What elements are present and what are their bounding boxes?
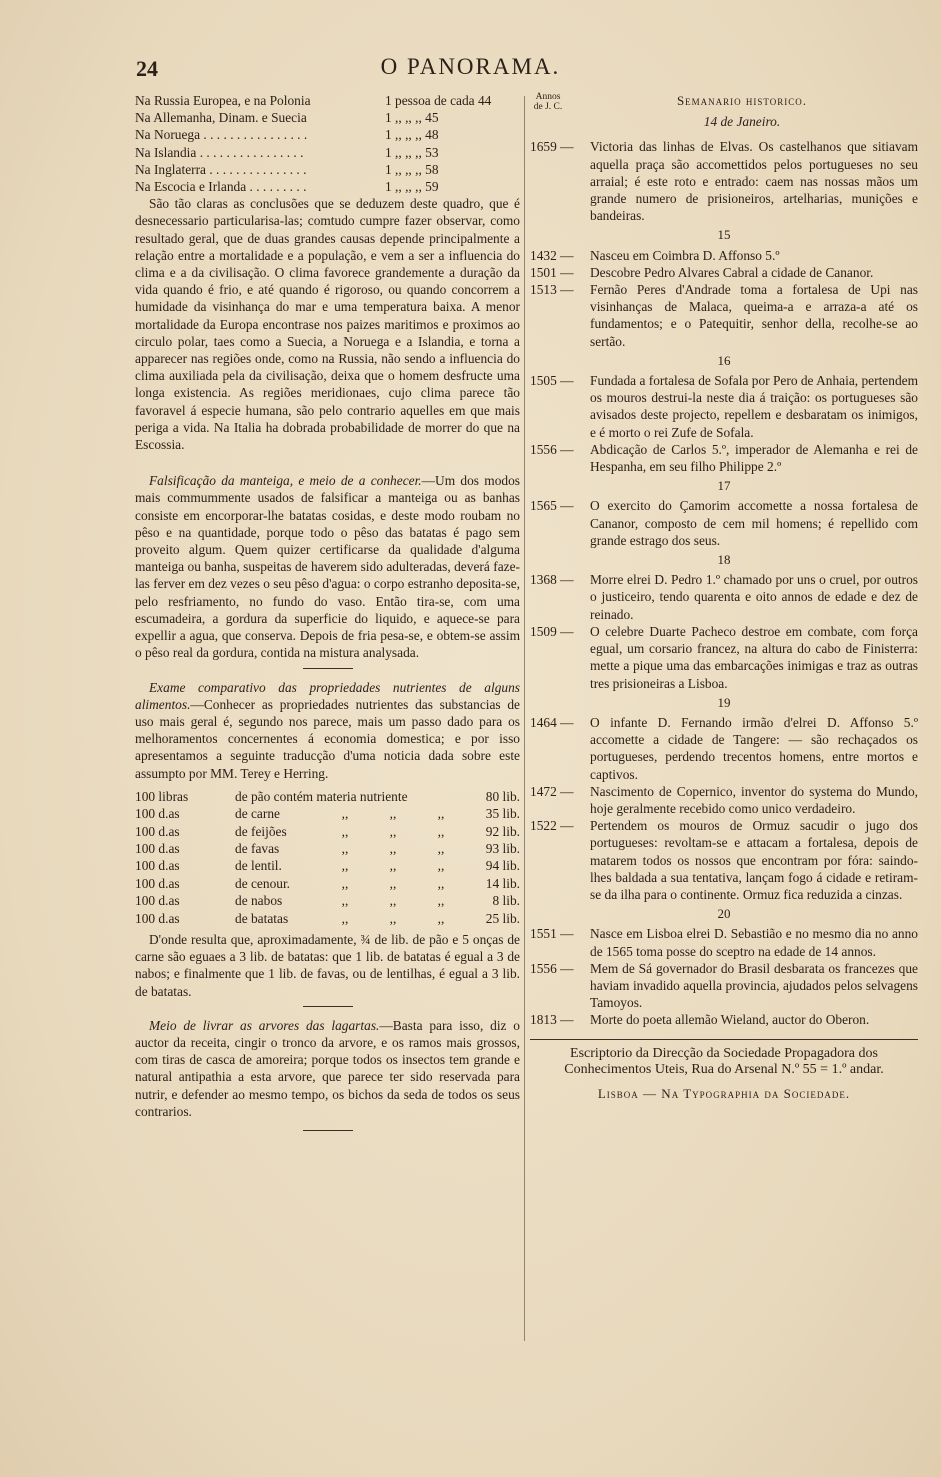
food: de cenour. <box>235 875 291 891</box>
nutrient-value: 8 lib. <box>492 893 520 909</box>
quantity: 100 d.as <box>135 823 180 839</box>
mortality-rate: 1 ,, ,, ,, 48 <box>385 127 439 143</box>
quantity: 100 d.as <box>135 893 180 909</box>
ditto-mark: ,, <box>389 858 397 874</box>
nutrition-row <box>135 857 520 874</box>
nutrient-value: 80 lib. <box>485 788 520 804</box>
semanario-header <box>530 92 918 130</box>
history-event <box>530 817 918 903</box>
semanario-date: 14 de Janeiro. <box>703 114 781 130</box>
mortality-rate: 1 pessoa de cada 44 <box>385 93 492 108</box>
nutrient-value: 94 lib. <box>485 858 520 874</box>
section-heading: Meio de livrar as arvores das lagartas. <box>149 1017 380 1033</box>
ditto-mark: ,, <box>341 840 349 856</box>
nutrition-row <box>135 875 520 892</box>
mortality-rate: 1 ,, ,, ,, 53 <box>385 144 439 160</box>
nutrient-value: 35 lib. <box>485 806 520 822</box>
right-column <box>530 92 918 1102</box>
mortality-rate: 1 ,, ,, ,, 59 <box>385 179 439 195</box>
event-year: 1505 — <box>530 373 574 389</box>
semanario-title: Semanario historico. <box>676 93 808 108</box>
mortality-row <box>135 109 520 126</box>
ditto-mark: ,, <box>389 875 397 891</box>
day-number: 16 <box>717 352 731 368</box>
day-number: 19 <box>717 694 731 710</box>
food: de pão contém materia nutriente <box>235 788 408 804</box>
column-divider <box>524 96 525 1341</box>
mortality-table <box>135 92 520 195</box>
history-event <box>530 1011 918 1028</box>
event-year: 1556 — <box>530 441 574 457</box>
nutrition-row <box>135 910 520 927</box>
nutrient-value: 25 lib. <box>485 910 520 926</box>
ditto-mark: ,, <box>389 840 397 856</box>
event-year: 1464 — <box>530 714 574 730</box>
ditto-mark: ,, <box>389 910 397 926</box>
quantity: 100 libras <box>135 788 189 804</box>
food: de batatas <box>235 910 289 926</box>
page-number: 24 <box>136 56 158 81</box>
years-label: Annos de J. C. <box>533 92 563 112</box>
event-text: Fundada a fortalesa de Sofala por Pero de Anhaia, pertendem os mouros destrui-la neste dia á traição: os portugueses são avisados deste projecto, repellem e desbaratam os inimigos, e é morto o rei Zufe de Sofala. <box>590 373 918 440</box>
nutrition-row <box>135 892 520 909</box>
food: de favas <box>235 840 280 856</box>
section-body: —Basta para isso, diz o auctor da receita, cingir o tronco da arvore, e os ramos mais grossos, com tiras de casca de amoreira; porque todos os insectos tem grande e natural antipathia a esta arvore, que parece ter sido reservada para nutrir, e defender ao mesmo tempo, os bichos da seda de todos os seus contrarios. <box>135 1017 520 1119</box>
running-title: O PANORAMA. <box>380 54 561 79</box>
day-number: 17 <box>717 478 731 494</box>
ditto-mark: ,, <box>389 806 397 822</box>
ditto-mark: ,, <box>341 893 349 909</box>
ditto-mark: ,, <box>341 875 349 891</box>
history-event <box>530 441 918 475</box>
section-rule <box>303 1130 353 1131</box>
ditto-mark: ,, <box>437 893 445 909</box>
event-text: Mem de Sá governador do Brasil desbarata os francezes que haviam invadido aquella provincia, ajudados pelos selvagens Tamoyos. <box>590 960 918 1011</box>
history-event <box>530 783 918 817</box>
country-name: Na Escocia e Irlanda . . . . . . . . . <box>135 179 307 195</box>
event-year: 1556 — <box>530 960 574 976</box>
section-body: —Um dos modos mais commummente usados de falsificar a manteiga ou as banhas consiste em encorporar-lhe batatas cosidas, e deste modo roubam no pêso e na quantidade, porque todo o pêso das batatas é pago sem proveito algum. Quem quizer certificarse da qualidade d'alguma manteiga ou banha, suspeitas de haverem sido adulteradas, deverá faze-las ferver em dez vezes o seu pêso d'agua: o corpo estranho deposita-se, pelo resfriamento, no fundo do vaso. Então tira-se, com uma escumadeira, a gordura da superficie do liquido, e aquece-se para expellir a agua, que conserva. Depois de fria pesa-se, e obtem-se assim o pêso real da gordura, contida na mistura analysada. <box>135 473 521 661</box>
event-text: Victoria das linhas de Elvas. Os castelhanos que sitiavam aquella praça são accomettidos pelos portugueses no seu arraial; é este roto e entrado: caem nas nossas mãos um grande numero de prisioneiros, artelharias, munições e bandeiras. <box>590 139 918 224</box>
ditto-mark: ,, <box>437 840 445 856</box>
quantity: 100 d.as <box>135 875 180 891</box>
mortality-row <box>135 161 520 178</box>
event-year: 1513 — <box>530 282 574 298</box>
event-year: 1368 — <box>530 572 574 588</box>
day-number: 20 <box>717 906 731 922</box>
event-year: 1501 — <box>530 264 574 280</box>
nutrient-value: 92 lib. <box>485 823 520 839</box>
publisher-address: Escriptorio da Direcção da Sociedade Propagadora dos Conhecimentos Uteis, Rua do Arsenal N.º 55 = 1.º andar. <box>564 1045 884 1078</box>
history-event <box>530 714 918 783</box>
event-text: Descobre Pedro Alvares Cabral a cidade de Cananor. <box>590 264 874 280</box>
ditto-mark: ,, <box>437 910 445 926</box>
ditto-mark: ,, <box>437 806 445 822</box>
nutrition-row <box>135 805 520 822</box>
mortality-row <box>135 178 520 195</box>
nutrition-conclusion: D'onde resulta que, aproximadamente, ¾ de lib. de pão e 5 onças de carne são eguaes a 3 lib. de batatas: que 1 lib. de batatas é egual a 3 de nabos; e finalmente que 1 lib. de favas, ou de lentilhas, é egual a 3 lib. de batatas. <box>135 931 520 999</box>
event-year: 1659 — <box>530 139 574 155</box>
history-event <box>530 247 918 264</box>
section-body: —Conhecer as propriedades nutrientes das substancias de uso mais geral é, segundo nos parece, mais um passo dado para os melhoramentos concernentes á economia domestica; e por isso apresentamos a seguinte traducção d'uma noticia dada sobre este assumpto por MM. Terey e Herring. <box>135 696 520 781</box>
history-event <box>530 571 918 623</box>
country-name: Na Noruega . . . . . . . . . . . . . . . . <box>135 127 308 143</box>
event-text: Morre elrei D. Pedro 1.º chamado por uns o cruel, por outros o justiceiro, tendo quarenta e oito annos de edade e dez de reinado. <box>590 572 918 622</box>
event-text: O exercito do Çamorim accomette a nossa fortalesa de Cananor, composto de cem mil homens; é repellido com grande estrago dos seus. <box>590 498 918 548</box>
event-year: 1522 — <box>530 818 574 834</box>
event-text: Nasce em Lisboa elrei D. Sebastião e no mesmo dia no anno de 1565 toma posse do sceptro na edade de 14 annos. <box>590 926 918 959</box>
history-event <box>530 623 918 692</box>
event-text: Abdicação de Carlos 5.º, imperador de Alemanha e rei de Hespanha, em seu filho Philippe 2.º <box>590 441 918 475</box>
ditto-mark: ,, <box>341 806 349 822</box>
ditto-mark: ,, <box>341 823 349 839</box>
section-butter <box>135 472 520 661</box>
section-nutrients <box>135 679 520 1000</box>
event-text: Nasceu em Coimbra D. Affonso 5.º <box>590 247 780 263</box>
quantity: 100 d.as <box>135 858 180 874</box>
history-event <box>530 281 918 350</box>
left-column <box>135 92 520 1141</box>
section-rule <box>303 668 353 669</box>
country-name: Na Allemanha, Dinam. e Suecia <box>135 110 307 126</box>
history-event <box>530 497 918 549</box>
history-event <box>530 372 918 441</box>
event-year: 1472 — <box>530 783 574 799</box>
ditto-mark: ,, <box>341 858 349 874</box>
history-event <box>530 925 918 959</box>
ditto-mark: ,, <box>437 823 445 839</box>
nutrition-row <box>135 788 520 805</box>
event-year: 1565 — <box>530 498 574 514</box>
event-text: Pertendem os mouros de Ormuz sacudir o jugo dos portugueses: revoltam-se e attacam a fortalesa, depois de matarem todos os nossos que encontram por fóra: saindo-lhes baldada a sua tentativa, lançam fogo á cidade e retiram-se da ilha para o continente. Ormuz fica reduzida a cinzas. <box>590 818 918 902</box>
ditto-mark: ,, <box>389 823 397 839</box>
day-number: 18 <box>717 552 731 568</box>
event-year: 1509 — <box>530 623 574 639</box>
mortality-row <box>135 144 520 161</box>
ditto-mark: ,, <box>437 875 445 891</box>
event-year: 1551 — <box>530 926 574 942</box>
mortality-rate: 1 ,, ,, ,, 58 <box>385 161 439 177</box>
nutrition-row <box>135 823 520 840</box>
section-caterpillars <box>135 1017 520 1120</box>
section-heading: Falsificação da manteiga, e meio de a conhecer. <box>149 473 422 489</box>
mortality-rate: 1 ,, ,, ,, 45 <box>385 110 439 126</box>
ditto-mark: ,, <box>341 910 349 926</box>
country-name: Na Inglaterra . . . . . . . . . . . . . . . <box>135 161 307 177</box>
mortality-row <box>135 126 520 143</box>
event-text: Nascimento de Copernico, inventor do systema do Mundo, hoje geralmente recebido como unico verdadeiro. <box>590 783 918 816</box>
event-text: Morte do poeta allemão Wieland, auctor do Oberon. <box>590 1012 870 1028</box>
quantity: 100 d.as <box>135 806 180 822</box>
history-event <box>530 264 918 281</box>
ditto-mark: ,, <box>437 858 445 874</box>
event-year: 1813 — <box>530 1012 574 1028</box>
section-heading: Exame comparativo das propriedades nutrientes de alguns alimentos. <box>135 679 520 712</box>
food: de lentil. <box>235 858 282 874</box>
country-name: Na Islandia . . . . . . . . . . . . . . . . <box>135 144 304 160</box>
quantity: 100 d.as <box>135 910 180 926</box>
event-text: O infante D. Fernando irmão d'elrei D. Affonso 5.º accomette a cidade de Tangere: — são rechaçados os portugueses, perdendo trecentos homens, entre mortos e captivos. <box>590 714 918 782</box>
history-event <box>530 960 918 1012</box>
nutrient-value: 93 lib. <box>485 840 520 856</box>
event-text: O celebre Duarte Pacheco destroe em combate, com força egual, um corsario francez, na altura do cabo de Finisterra: mette a pique uma das embarcações inimigas e traz as outras tres prisioneiras a Lisboa. <box>590 623 918 691</box>
printer-line: Lisboa — Na Typographia da Sociedade. <box>597 1085 851 1101</box>
nutrient-value: 14 lib. <box>485 875 520 891</box>
quantity: 100 d.as <box>135 840 180 856</box>
event-year: 1432 — <box>530 247 574 263</box>
food: de nabos <box>235 893 283 909</box>
country-name: Na Russia Europea, e na Polonia <box>135 93 311 108</box>
event-text: Fernão Peres d'Andrade toma a fortalesa de Upi nas visinhanças de Malaca, queima-a e arraza-a até os fundamentos; e o Patequitir, senhor della, recolhe-se ao sertão. <box>590 282 918 349</box>
mortality-paragraph: São tão claras as conclusões que se deduzem deste quadro, que é desnecessario particularisa-las; comtudo cumpre fazer observar, como resultado geral, que de duas grandes causas depende principalmente a relação entre a mortalidade e a população, e vem a ser a influencia do clima e a da civilisação. O clima favorece grandemente a duração da vida quando é frio, e até quando é rigoroso, ou quando concorrem a humidade da visinhança do mar e uma temperatura baixa. A menor mortalidade da Europa encontrase nos paizes maritimos e proximos ao circulo polar, taes como a Suecia, a Noruega e a Islandia, e torna a apparecer nas regiões onde, como na Russia, não sendo a influencia do clima auxiliada pela da civilisação, deixa que o homem desfructe uma longa existencia. As regiões meridionaes, cujo clima parece tão favoravel á especie humana, são pelo contrario aquelles em que mais periga a vida. Na Italia ha dobrada probabilidade de morrer do que na Escossia. <box>135 196 520 453</box>
historical-events <box>530 138 918 1028</box>
nutrition-row <box>135 840 520 857</box>
footer-rule <box>530 1039 918 1040</box>
mortality-row <box>135 92 520 109</box>
nutrition-table <box>135 788 520 927</box>
day-number: 15 <box>717 227 731 243</box>
food: de carne <box>235 806 280 822</box>
food: de feijões <box>235 823 287 839</box>
ditto-mark: ,, <box>389 893 397 909</box>
history-event <box>530 138 918 224</box>
section-rule <box>303 1006 353 1007</box>
